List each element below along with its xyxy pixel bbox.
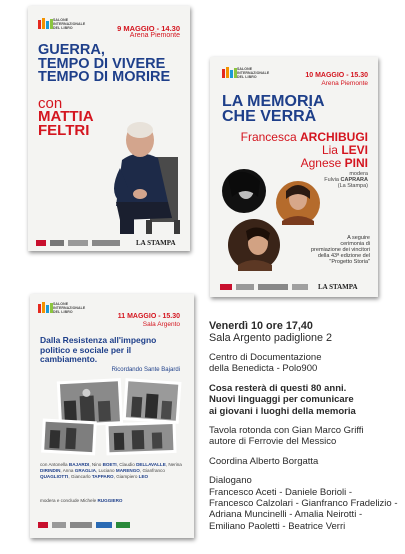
speaker-name — [38, 110, 94, 138]
headline-line: Cosa resterà di questi 80 anni. — [209, 382, 347, 394]
la-stampa-logo: LA STAMPA — [136, 239, 176, 247]
coordinator-line: Coordina Alberto Borgatta — [209, 455, 319, 467]
poster-bajardi — [30, 294, 194, 538]
sponsor-logo — [96, 522, 112, 528]
modera-name: Fulvia CAPRARA — [324, 177, 368, 183]
salone-logo — [38, 302, 53, 313]
historic-photo-collage — [40, 376, 186, 456]
salone-logo — [38, 18, 53, 29]
event-datetime: Venerdì 10 ore 17,40 — [209, 320, 313, 332]
speaker-list — [241, 131, 368, 170]
logo-line: SALONE — [237, 67, 253, 71]
headline-line: ai giovani i luoghi della memoria — [209, 405, 356, 417]
sponsor-strip — [220, 283, 358, 291]
sponsor-logo — [68, 240, 88, 246]
moderator — [324, 171, 368, 189]
note-line: premiazione dei vincitori — [311, 247, 370, 253]
event-date: 9 MAGGIO - 14.30 — [117, 24, 180, 33]
title-line: politico e sociale per il — [40, 344, 132, 355]
sponsor-logo — [116, 522, 130, 528]
event-title — [40, 336, 188, 365]
event-info — [209, 320, 404, 532]
event-date: 10 MAGGIO - 15.30 — [305, 72, 368, 79]
speaker: Lia LEVI — [321, 143, 368, 157]
sponsor-logo — [236, 284, 254, 290]
event-title — [38, 44, 170, 85]
event-venue: Arena Piemonte — [321, 80, 368, 87]
logo-line: INTERNAZIONALE — [53, 306, 86, 310]
logo-line: SALONE — [53, 302, 69, 306]
event-title — [222, 94, 325, 124]
title-line: TEMPO DI VIVERE — [38, 55, 166, 72]
title-line: TEMPO DI MORIRE — [38, 69, 171, 85]
title-line: CHE VERRÀ — [222, 108, 317, 125]
logo-line: DEL LIBRO — [237, 75, 257, 79]
authors-photo-collage — [210, 167, 322, 273]
title-line: Dalla Resistenza all'impegno — [40, 335, 157, 345]
sponsor-logo — [92, 240, 120, 246]
portrait-photo — [80, 102, 190, 234]
sponsor-strip — [38, 522, 130, 528]
logo-line: DEL LIBRO — [53, 310, 73, 314]
ceremony-note — [308, 235, 370, 265]
salone-logo-text — [237, 67, 269, 79]
poster-memoria — [210, 57, 378, 297]
organizer-line: Centro di Documentazione — [209, 352, 322, 363]
sponsor-logo — [70, 522, 92, 528]
moderator: modera e conclude Michele RUGGIERO — [40, 498, 123, 503]
event-venue: Sala Argento — [142, 321, 180, 328]
title-line: LA MEMORIA — [222, 93, 325, 110]
sponsor-logo — [292, 284, 308, 290]
participants-list: con Antonella BAJARDI, Nino BOETI, Claudio DELLAVALLE, Nerina DIRINDIN, Anna GRAGLIA, Luciano MARENGO, Gianfranco QUAGLIOTTI, Giancarlo TAPPARO, Giampiero LEO — [40, 462, 182, 479]
modera-label: modera — [349, 171, 368, 177]
event-date: 11 MAGGIO - 15.30 — [117, 313, 180, 320]
sponsor-logo — [50, 240, 64, 246]
logo-line: SALONE — [53, 18, 69, 22]
dialogue-line: Francesco Aceti - Daniele Borioli - — [209, 486, 353, 498]
poster-feltri — [28, 6, 190, 251]
event-location: Sala Argento padiglione 2 — [209, 332, 333, 344]
event-venue: Arena Piemonte — [129, 32, 180, 39]
sponsor-logo — [36, 240, 46, 246]
salone-logo — [222, 67, 237, 78]
dialogue-line: Francesco Calzolari - Gianfranco Fradelizio - — [209, 498, 398, 510]
dialogue-line: Adriana Muncinelli - Amalia Neirotti - — [209, 509, 363, 521]
title-line: GUERRA, — [38, 42, 105, 58]
logo-line: INTERNAZIONALE — [237, 71, 270, 75]
speaker: Francesca ARCHIBUGI — [240, 130, 368, 144]
sponsor-logo — [220, 284, 232, 290]
sponsor-logo — [258, 284, 288, 290]
sponsor-logo — [38, 522, 48, 528]
modera-affiliation: (La Stampa) — [337, 183, 368, 189]
la-stampa-logo: LA STAMPA — [318, 283, 358, 291]
salone-logo-text — [53, 18, 85, 30]
sponsor-strip — [36, 239, 176, 247]
note-line: A seguire — [347, 235, 370, 241]
sponsor-logo — [52, 522, 66, 528]
title-line: cambiamento. — [40, 354, 98, 364]
roundtable-line: autore di Ferrovie del Messico — [209, 436, 337, 448]
speaker-last: FELTRI — [38, 122, 90, 139]
organizer-line: della Benedicta - Polo900 — [209, 363, 318, 375]
logo-line: DEL LIBRO — [53, 26, 73, 30]
note-line: cerimonia di — [340, 241, 370, 247]
dialogue-label: Dialogano — [209, 475, 252, 487]
dialogue-line: Emiliano Paoletti - Beatrice Verri — [209, 520, 346, 532]
salone-logo-text — [53, 302, 85, 314]
note-line: "Progetto Storia" — [329, 259, 370, 265]
ricordando-line: Ricordando Sante Bajardi — [111, 367, 180, 373]
con-label: con — [38, 95, 63, 112]
note-line: della 43ª edizione del — [317, 253, 370, 259]
roundtable-line: Tavola rotonda con Gian Marco Griffi — [209, 425, 364, 437]
speaker: Agnese PINI — [300, 156, 368, 170]
logo-line: INTERNAZIONALE — [53, 22, 86, 26]
speaker-first: MATTIA — [38, 108, 94, 125]
headline-line: Nuovi linguaggi per comunicare — [209, 394, 354, 406]
